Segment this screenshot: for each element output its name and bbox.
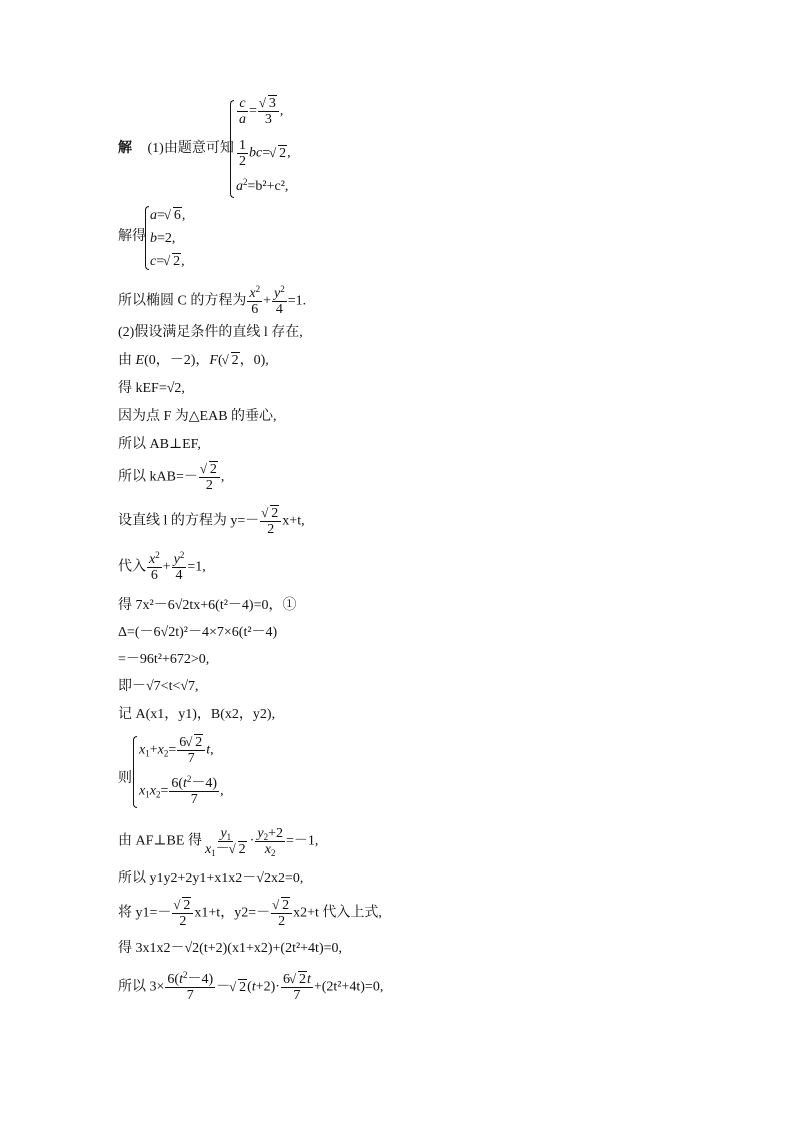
sol-c: c=√ 2,: [150, 253, 185, 271]
solution-intro-line: [118, 140, 234, 158]
ellipse-conclusion: 所以椭圆 C 的方程为 $\frac{x^2}{6}$ + $\frac{y^2}{4}$ =1.: [118, 284, 307, 317]
sol-a: a=√ 6,: [150, 207, 185, 225]
line-quadratic: 得 7x²－6√2tx+6(t²－4)=0，①: [118, 598, 297, 613]
line-substitute-y: 将 y1=－ √ $\frac{2}{2}$ x1+t，y2=－ √ $\frac{2}{2}$ x2+t 代入上式,: [118, 898, 382, 929]
eq-a-squared: $a^2=b^2+c^2$,: [236, 177, 289, 194]
vieta-product: $x_1x_2=$ $\frac{6(t^2-4)}{7}$ ,: [139, 774, 224, 807]
line-points-ab: 记 A(x1，y1)，B(x2，y2),: [118, 707, 276, 722]
system-brace-1: [230, 100, 234, 198]
system-brace-3: [133, 736, 137, 808]
eq3-rhs: =b²+c²,: [247, 179, 289, 194]
solve-label: 解得: [118, 229, 146, 244]
line-discriminant: Δ=(－6√2t)²－4×7×6(t²－4): [118, 625, 278, 640]
solution-label: 解: [118, 141, 132, 156]
line-t-range: 即－√7<t<√7,: [118, 679, 199, 694]
eq-c-over-a: $\frac{c}{a}$ = √ $\frac{3}{3}$ ,: [236, 96, 283, 127]
line-af-perp-be: 由 AF⊥BE 得 $\frac{y_1}{x_1-√ 2}$ · $\frac{y_2+2}{x_2}$ =－1,: [118, 826, 318, 857]
vieta-sum: $x_1+x_2=$ $\frac{6√ 2}{7}$ t,: [139, 735, 214, 766]
line-equation-l: 设直线 l 的方程为 y=－ √ $\frac{2}{2}$ x+t,: [118, 506, 305, 537]
line-orthocenter: 因为点 F 为△EAB 的垂心,: [118, 409, 277, 424]
line-discriminant-result: =－96t²+672>0,: [118, 652, 210, 667]
line-perpendicular: 所以 AB⊥EF,: [118, 437, 201, 452]
eq-half-bc: $\frac{1}{2}$ bc=√ 2,: [236, 138, 291, 169]
line-substitute: 代入 $\frac{x^2}{6}$ + $\frac{y^2}{4}$ =1,: [118, 550, 206, 583]
line-expanded: 得 3x1x2－√2(t+2)(x1+x2)+(2t²+4t)=0,: [118, 941, 342, 956]
intro-text: (1)由题意可知: [147, 141, 234, 156]
line-kef: 得 kEF=√2,: [118, 381, 185, 396]
line-final: 所以 3× $\frac{6(t^2-4)}{7}$ －√ 2(t+2)· $\frac{6√ 2t}{7}$ +(2t²+4t)=0,: [118, 972, 383, 1003]
line-assume: (2)假设满足条件的直线 l 存在,: [118, 325, 303, 340]
line-points: 由 E(0，－2)，F(√ 2，0),: [118, 352, 269, 370]
line-product-eq: 所以 y1y2+2y1+x1x2－√2x2=0,: [118, 871, 304, 886]
line-kab: 所以 kAB=－ √ $\frac{2}{2}$ ,: [118, 462, 224, 493]
sol-b: b=2,: [150, 231, 176, 246]
then-label: 则: [118, 771, 132, 786]
system-brace-2: [145, 206, 149, 270]
